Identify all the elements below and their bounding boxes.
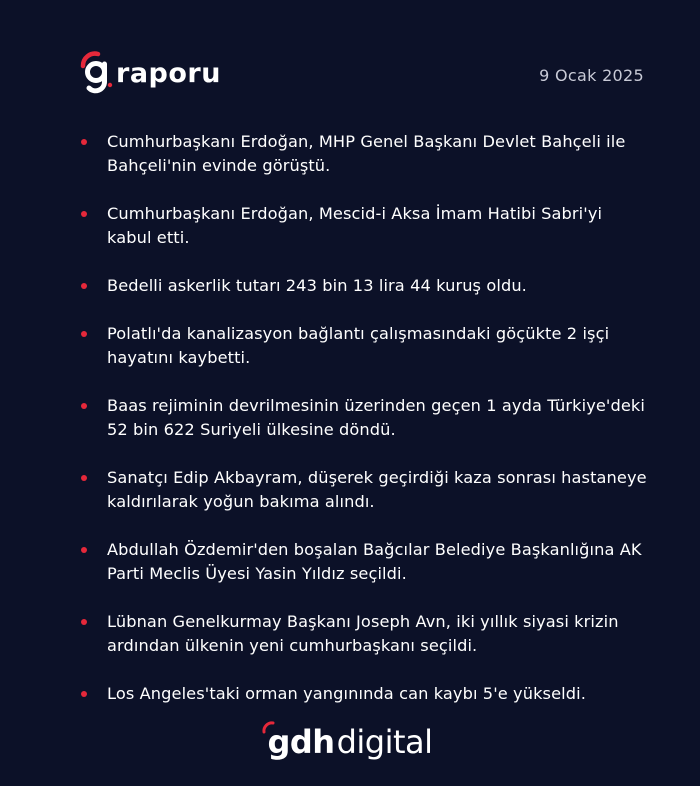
news-item	[80, 322, 650, 370]
footer-brand	[267, 723, 433, 761]
bullet-dot-icon	[81, 547, 87, 553]
bullet-dot-icon	[81, 331, 87, 337]
graporu-logo	[78, 50, 221, 100]
news-text: Cumhurbaşkanı Erdoğan, MHP Genel Başkanı Devlet Bahçeli ile Bahçeli'nin evinde görüştü.	[107, 132, 626, 175]
bullet-dot-icon	[81, 475, 87, 481]
news-text: Cumhurbaşkanı Erdoğan, Mescid-i Aksa İmam Hatibi Sabri'yi kabul etti.	[107, 204, 603, 247]
logo-text: raporu	[116, 58, 221, 89]
footer-arc-icon	[261, 720, 277, 736]
header	[78, 50, 658, 100]
news-item	[80, 274, 650, 298]
date-label: 9 Ocak 2025	[539, 66, 644, 85]
news-item	[80, 682, 650, 706]
bullet-dot-icon	[81, 139, 87, 145]
news-text: Baas rejiminin devrilmesinin üzerinden geçen 1 ayda Türkiye'deki 52 bin 622 Suriyeli ülkesine döndü.	[107, 396, 645, 439]
news-item	[80, 610, 650, 658]
news-list	[80, 130, 650, 706]
news-text: Polatlı'da kanalizasyon bağlantı çalışmasındaki göçükte 2 işçi hayatını kaybetti.	[107, 324, 610, 367]
news-text: Lübnan Genelkurmay Başkanı Joseph Avn, iki yıllık siyasi krizin ardından ülkenin yeni cumhurbaşkanı seçildi.	[107, 612, 619, 655]
news-text: Sanatçı Edip Akbayram, düşerek geçirdiği kaza sonrası hastaneye kaldırılarak yoğun bakıma alındı.	[107, 468, 647, 511]
news-text: Los Angeles'taki orman yangınında can kaybı 5'e yükseldi.	[107, 684, 586, 703]
news-text: Bedelli askerlik tutarı 243 bin 13 lira 44 kuruş oldu.	[107, 276, 527, 295]
footer-brand-bold: gdh	[267, 723, 335, 761]
news-item	[80, 130, 650, 178]
news-item	[80, 394, 650, 442]
news-item	[80, 466, 650, 514]
footer-brand-light: digital	[336, 723, 433, 761]
gdh-digital-logo	[0, 718, 700, 766]
news-item	[80, 538, 650, 586]
bullet-dot-icon	[81, 691, 87, 697]
bullet-dot-icon	[81, 211, 87, 217]
bullet-dot-icon	[81, 283, 87, 289]
news-item	[80, 202, 650, 250]
news-text: Abdullah Özdemir'den boşalan Bağcılar Belediye Başkanlığına AK Parti Meclis Üyesi Yasin Yıldız seçildi.	[107, 540, 642, 583]
g-swirl-logo-icon	[78, 50, 114, 100]
bullet-dot-icon	[81, 619, 87, 625]
bullet-dot-icon	[81, 403, 87, 409]
